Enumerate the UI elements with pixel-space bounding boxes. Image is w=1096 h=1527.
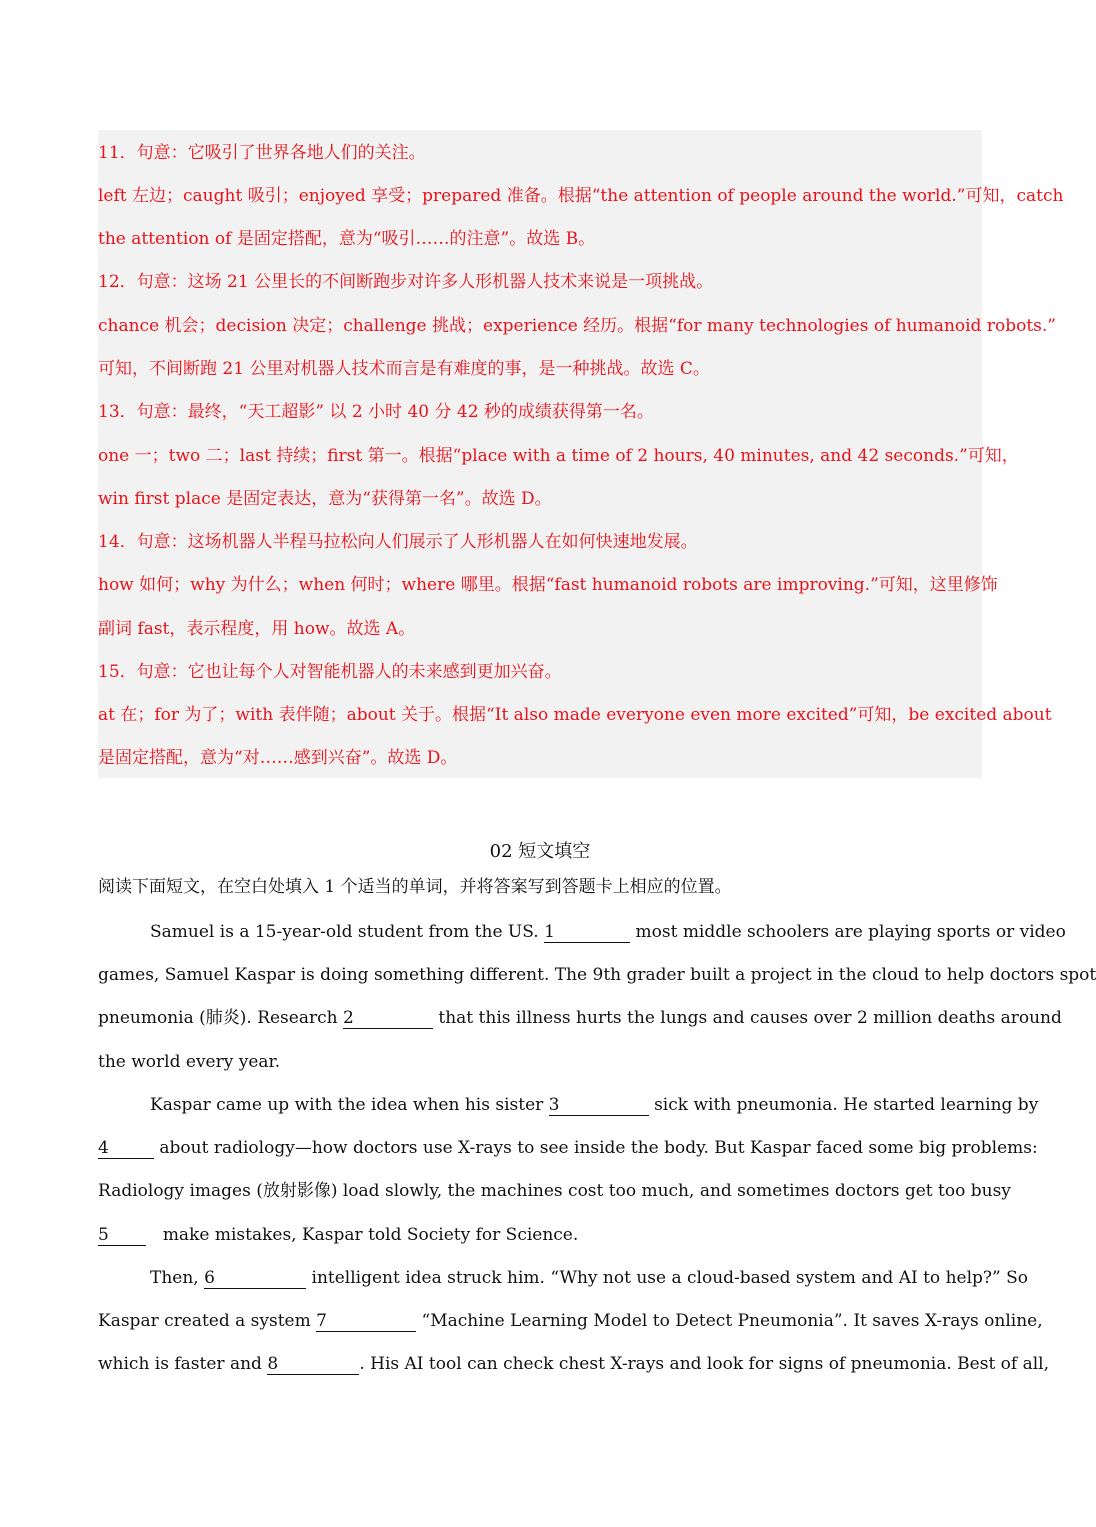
blank-6[interactable]: 6 [204, 1268, 306, 1289]
passage-line [150, 1092, 1039, 1118]
passage-line [98, 1135, 1038, 1161]
section-title: 02 短文填空 [489, 841, 591, 862]
passage-text: intelligent idea struck him. “Why not use a cloud-based system and AI to help?” So [311, 1268, 1028, 1288]
passage-text: Then, [150, 1268, 199, 1288]
passage-line [150, 919, 1066, 945]
passage-text: . His AI tool can check chest X-rays and look for signs of pneumonia. Best of all, [359, 1354, 1050, 1374]
answer-line: how 如何；why 为什么；when 何时；where 哪里。根据“fast humanoid robots are improving.”可知，这里修饰 [98, 575, 998, 595]
answer-line: 15．句意：它也让每个人对智能机器人的未来感到更加兴奋。 [98, 662, 562, 682]
blank-7[interactable]: 7 [316, 1311, 416, 1332]
passage-line [150, 1265, 1028, 1291]
blank-3[interactable]: 3 [549, 1095, 649, 1116]
answer-line: one 一；two 二；last 持续；first 第一。根据“place with a time of 2 hours, 40 minutes, and 42 seconds.”可知， [98, 446, 1019, 466]
blank-8[interactable]: 8 [267, 1354, 359, 1375]
passage-text: “Machine Learning Model to Detect Pneumonia”. It saves X-rays online, [421, 1311, 1043, 1331]
passage-line [98, 1351, 1050, 1377]
answer-line: 11．句意：它吸引了世界各地人们的关注。 [98, 143, 426, 163]
passage-text: Kaspar came up with the idea when his sister [150, 1095, 544, 1115]
passage-text: about radiology—how doctors use X-rays to see inside the body. But Kaspar faced some big problems: [159, 1138, 1038, 1158]
passage-text: make mistakes, Kaspar told Society for Science. [162, 1225, 579, 1245]
passage-line [98, 962, 1096, 988]
passage-text: which is faster and [98, 1354, 262, 1374]
answer-line: 14．句意：这场机器人半程马拉松向人们展示了人形机器人在如何快速地发展。 [98, 532, 698, 552]
passage-line [98, 1178, 1011, 1204]
passage-text: Samuel is a 15-year-old student from the US. [150, 922, 539, 942]
answer-line: at 在；for 为了；with 表伴随；about 关于。根据“It also made everyone even more excited”可知，be excited about [98, 705, 1052, 725]
blank-4[interactable]: 4 [98, 1138, 154, 1159]
passage-text: most middle schoolers are playing sports or video [635, 922, 1066, 942]
answer-line: 13．句意：最终，“天工超影” 以 2 小时 40 分 42 秒的成绩获得第一名。 [98, 402, 654, 422]
passage-text: Radiology images (放射影像) load slowly, the machines cost too much, and sometimes doctors get too busy [98, 1181, 1011, 1201]
answer-line: left 左边；caught 吸引；enjoyed 享受；prepared 准备。根据“the attention of people around the world.”可知，catch [98, 186, 1064, 206]
blank-5[interactable]: 5 [98, 1225, 146, 1246]
passage-text: games, Samuel Kaspar is doing something different. The 9th grader built a project in the cloud to help doctors spot [98, 965, 1096, 985]
answer-line: 12．句意：这场 21 公里长的不间断跑步对许多人形机器人技术来说是一项挑战。 [98, 272, 714, 292]
passage-line [98, 1222, 982, 1248]
instructions: 阅读下面短文，在空白处填入 1 个适当的单词，并将答案写到答题卡上相应的位置。 [98, 877, 732, 897]
blank-2[interactable]: 2 [343, 1008, 433, 1029]
passage-line [98, 1308, 1043, 1334]
passage-text: sick with pneumonia. He started learning by [654, 1095, 1039, 1115]
answer-line: win first place 是固定表达，意为“获得第一名”。故选 D。 [98, 489, 552, 509]
passage-text: Kaspar created a system [98, 1311, 311, 1331]
passage-line [98, 1049, 982, 1075]
answer-line: 是固定搭配，意为“对……感到兴奋”。故选 D。 [98, 748, 458, 768]
passage-text: that this illness hurts the lungs and causes over 2 million deaths around [438, 1008, 1062, 1028]
blank-1[interactable]: 1 [544, 922, 630, 943]
passage-text: pneumonia (肺炎). Research [98, 1008, 338, 1028]
answer-line: 副词 fast，表示程度，用 how。故选 A。 [98, 619, 416, 639]
passage-text: the world every year. [98, 1052, 281, 1072]
answer-line: chance 机会；decision 决定；challenge 挑战；experience 经历。根据“for many technologies of humanoid robots.” [98, 316, 1056, 336]
passage-line [98, 1005, 1062, 1031]
answer-line: the attention of 是固定搭配，意为“吸引……的注意”。故选 B。 [98, 229, 596, 249]
answer-line: 可知，不间断跑 21 公里对机器人技术而言是有难度的事，是一种挑战。故选 C。 [98, 359, 710, 379]
